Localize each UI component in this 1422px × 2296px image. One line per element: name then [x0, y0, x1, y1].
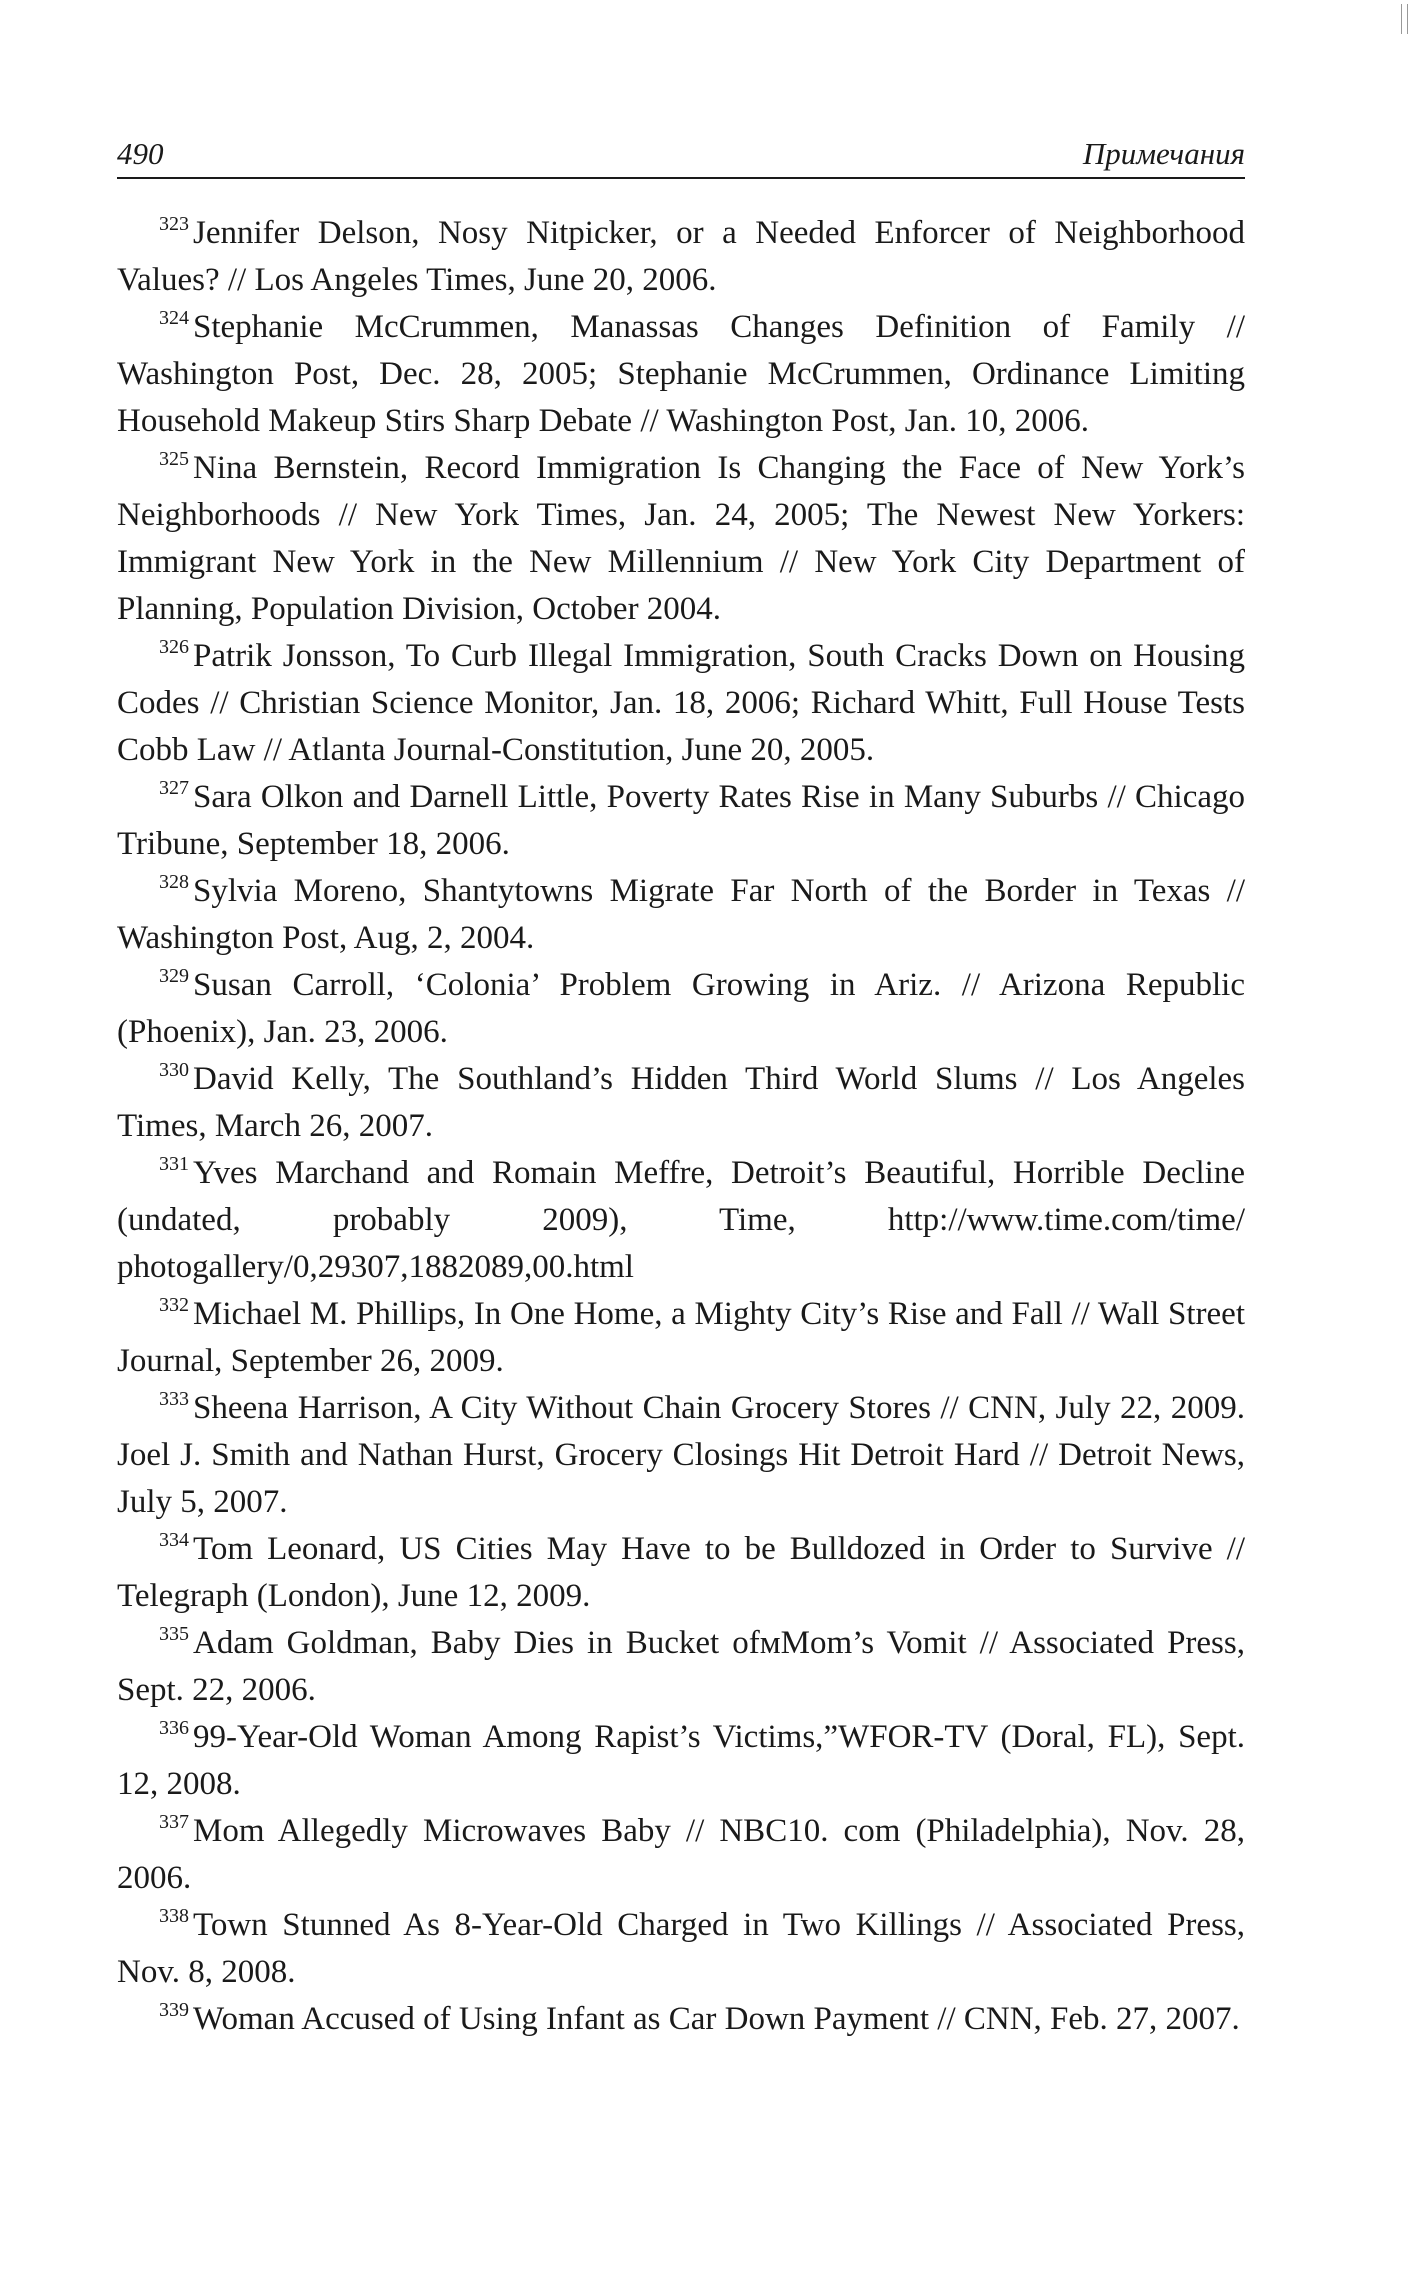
endnote-number: 332 — [159, 1294, 189, 1316]
book-page — [117, 135, 1245, 2043]
endnote-number: 331 — [159, 1153, 189, 1175]
endnote-text: Town Stunned As 8-Year-Old Charged in Two Killings // Associated Press, Nov. 8, 2008. — [117, 1907, 1245, 1990]
endnote-text: Adam Goldman, Baby Dies in Bucket ofмMom’s Vomit // Associated Press, Sept. 22, 2006. — [117, 1625, 1245, 1708]
endnote-text: David Kelly, The Southland’s Hidden Third World Slums // Los Angeles Times, March 26, 2007. — [117, 1061, 1245, 1144]
endnote-text: Sylvia Moreno, Shantytowns Migrate Far North of the Border in Texas // Washington Post, Aug, 2, 2004. — [117, 873, 1245, 956]
endnote — [117, 1996, 1245, 2043]
endnote-number: 329 — [159, 965, 189, 987]
endnote-number: 323 — [159, 213, 189, 235]
endnote — [117, 1620, 1245, 1714]
endnote-text: Sheena Harrison, A City Without Chain Grocery Stores // CNN, July 22, 2009. Joel J. Smith and Nathan Hurst, Grocery Closings Hit Detroit Hard // Detroit News, July 5, 2007. — [117, 1390, 1245, 1520]
endnote-number: 333 — [159, 1388, 189, 1410]
endnote-number: 338 — [159, 1905, 189, 1927]
endnote-number: 335 — [159, 1623, 189, 1645]
endnote — [117, 1056, 1245, 1150]
endnote-text: Sara Olkon and Darnell Little, Poverty Rates Rise in Many Suburbs // Chicago Tribune, September 18, 2006. — [117, 779, 1245, 862]
endnote-number: 336 — [159, 1717, 189, 1739]
endnote-text: 99-Year-Old Woman Among Rapist’s Victims,”WFOR-TV (Doral, FL), Sept. 12, 2008. — [117, 1719, 1245, 1802]
endnote-number: 324 — [159, 307, 189, 329]
endnote — [117, 1902, 1245, 1996]
endnote — [117, 774, 1245, 868]
endnote-text: Woman Accused of Using Infant as Car Down Payment // CNN, Feb. 27, 2007. — [193, 2001, 1240, 2037]
endnote-number: 330 — [159, 1059, 189, 1081]
endnote-text: Tom Leonard, US Cities May Have to be Bulldozed in Order to Survive // Telegraph (London), June 12, 2009. — [117, 1531, 1245, 1614]
endnote-number: 328 — [159, 871, 189, 893]
endnotes-list — [117, 210, 1245, 2043]
endnote — [117, 962, 1245, 1056]
endnote — [117, 868, 1245, 962]
endnote — [117, 1526, 1245, 1620]
endnote — [117, 210, 1245, 304]
endnote-number: 334 — [159, 1529, 189, 1551]
page-number: 490 — [117, 136, 164, 171]
endnote — [117, 304, 1245, 445]
endnote — [117, 1150, 1245, 1291]
endnote-number: 327 — [159, 777, 189, 799]
running-header — [117, 135, 1245, 179]
endnote — [117, 1808, 1245, 1902]
endnote-text: Stephanie McCrummen, Manassas Changes Definition of Family // Washington Post, Dec. 28, 2005; Stephanie McCrummen, Ordinance Limiting Household Makeup Stirs Sharp Debate // Washington Post, Jan. 10, 2006. — [117, 309, 1245, 439]
endnote — [117, 1385, 1245, 1526]
endnote — [117, 1291, 1245, 1385]
endnote-number: 337 — [159, 1811, 189, 1833]
endnote-text: Patrik Jonsson, To Curb Illegal Immigration, South Cracks Down on Housing Codes // Christian Science Monitor, Jan. 18, 2006; Richard Whitt, Full House Tests Cobb Law // Atlanta Journal-Constitution, June 20, 2005. — [117, 638, 1245, 768]
endnote-text: Jennifer Delson, Nosy Nitpicker, or a Needed Enforcer of Neighborhood Values? // Los Angeles Times, June 20, 2006. — [117, 215, 1245, 298]
endnote-text: Nina Bernstein, Record Immigration Is Changing the Face of New York’s Neighborhoods // New York Times, Jan. 24, 2005; The Newest New Yorkers: Immigrant New York in the New Millennium // New York City Department of Planning, Population Division, October 2004. — [117, 450, 1245, 627]
endnote-text: Susan Carroll, ‘Colonia’ Problem Growing in Ariz. // Arizona Republic (Phoenix), Jan. 23, 2006. — [117, 967, 1245, 1050]
section-title: Примечания — [1082, 136, 1245, 171]
endnote-number: 326 — [159, 636, 189, 658]
endnote — [117, 633, 1245, 774]
endnote-text: Michael M. Phillips, In One Home, a Mighty City’s Rise and Fall // Wall Street Journal, September 26, 2009. — [117, 1296, 1245, 1379]
endnote — [117, 1714, 1245, 1808]
endnote-text: Mom Allegedly Microwaves Baby // NBC10. com (Philadelphia), Nov. 28, 2006. — [117, 1813, 1245, 1896]
endnote — [117, 445, 1245, 633]
endnote-number: 325 — [159, 448, 189, 470]
endnote-number: 339 — [159, 1999, 189, 2021]
scan-edge-mark — [1401, 4, 1408, 34]
endnote-text: Yves Marchand and Romain Meffre, Detroit’s Beautiful, Horrible Decline (undated, probably 2009), Time, http://www.time.com/time/ photogallery/0,29307,1882089,00.html — [117, 1155, 1245, 1285]
